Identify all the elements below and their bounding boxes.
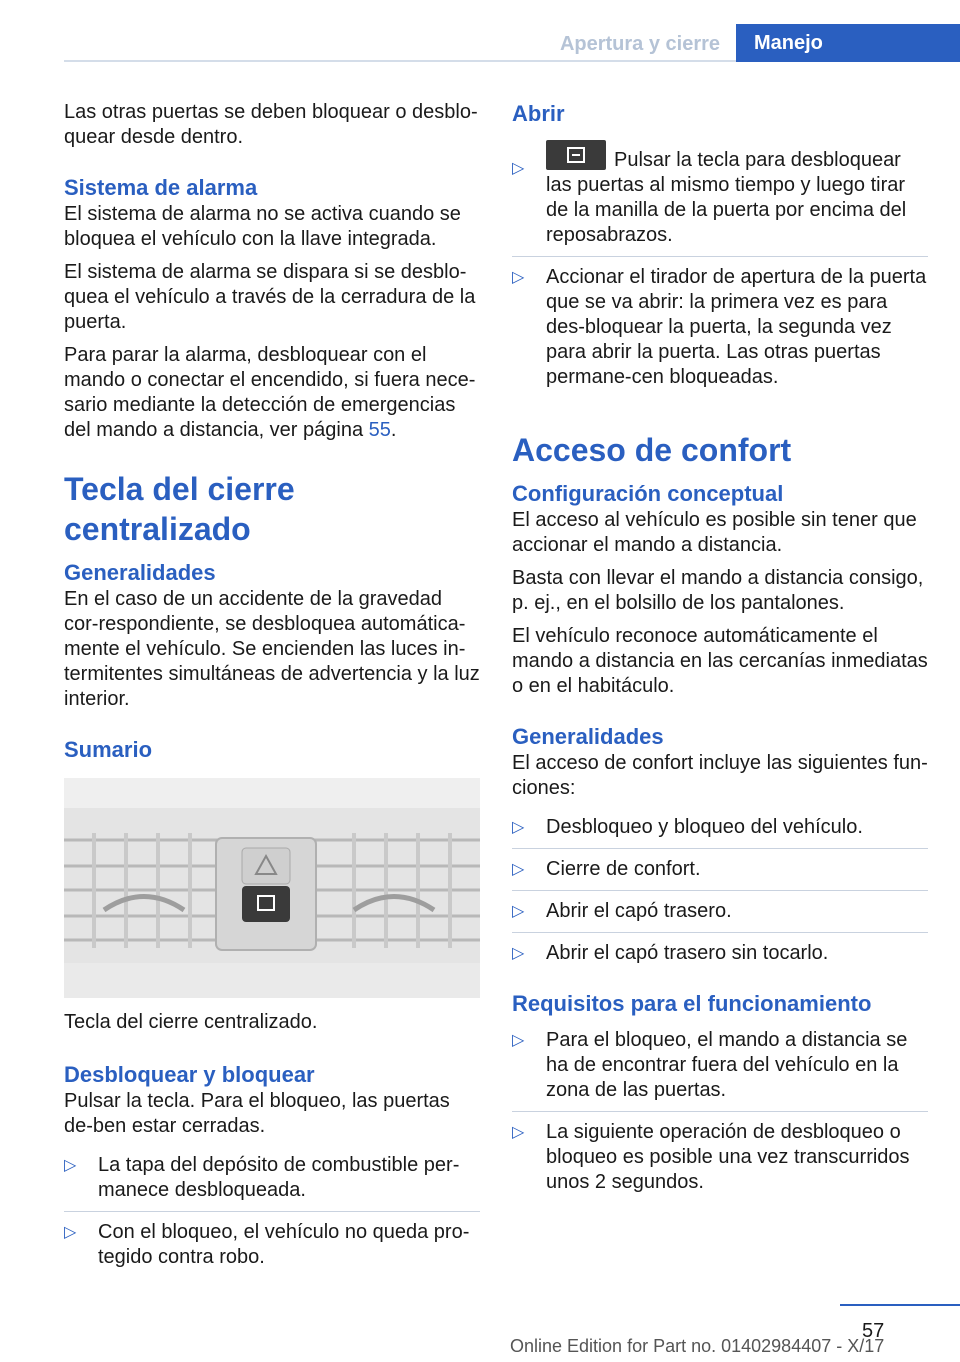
list-item-text: Abrir el capó trasero sin tocarlo. [546,942,829,964]
list-item [64,1153,480,1203]
list-item [512,932,928,966]
air-vent-illustration [64,778,480,998]
list-item-text: Pulsar la tecla para desbloquear las puertas al mismo tiempo y luego tirar de la manilla de la puerta por encima del reposabrazos. [546,149,907,246]
list-item-text: Desbloqueo y bloqueo del vehículo. [546,816,863,838]
alarm-heading: Sistema de alarma [64,175,258,200]
triangle-bullet-icon: ▷ [512,269,525,286]
alarm-paragraph-3-text: Para parar la alarma, desbloquear con el mando o conectar el encendido, si fuera nece‐sario mediante la detección de emergencias del mando a distancia, ver página [64,344,476,441]
list-item-text: Abrir el capó trasero. [546,900,732,922]
triangle-bullet-icon: ▷ [512,1032,525,1049]
triangle-bullet-icon: ▷ [512,945,525,962]
triangle-bullet-icon: ▷ [512,903,525,920]
unlock-paragraph: Pulsar la tecla. Para el bloqueo, las puertas de‐ben estar cerradas. [64,1090,450,1137]
left-column [64,100,480,1270]
triangle-bullet-icon: ▷ [512,861,525,878]
list-item-text: La siguiente operación de desbloqueo o bloqueo es posible una vez transcurridos unos 2 segundos. [546,1121,910,1193]
open-heading: Abrir [512,101,565,126]
triangle-bullet-icon: ▷ [64,1224,77,1241]
page-link[interactable]: 55 [368,419,391,441]
list-item [512,140,928,248]
figure-caption: Tecla del cierre centralizado. [64,1011,318,1033]
triangle-bullet-icon: ▷ [512,819,525,836]
concept-paragraph-2: Basta con llevar el mando a distancia consigo, p. ej., en el bolsillo de los pantalones. [512,567,924,614]
list-item-text: La tapa del depósito de combustible per‐manece desbloqueada. [98,1154,460,1201]
page-number: 57 [862,1320,885,1342]
alarm-paragraph-3-end: . [390,419,397,441]
alarm-paragraph-2: El sistema de alarma se dispara si se desblo‐quea el vehículo a través de la cerradura de la puerta. [64,261,476,333]
list-item-text: Cierre de confort. [546,858,701,880]
alarm-paragraph-3 [64,343,480,443]
unlock-heading: Desbloquear y bloquear [64,1062,315,1087]
triangle-bullet-icon: ▷ [64,1157,77,1174]
list-item-text: Accionar el tirador de apertura de la puerta que se va abrir: la primera vez es para des‐bloquear la puerta, la segunda vez para abrir la puerta. Las otras puertas permane‐cen bloqueadas. [546,266,927,388]
list-item [512,815,928,840]
central-lock-figure [64,778,480,998]
concept-paragraph-1: El acceso al vehículo es posible sin tener que accionar el mando a distancia. [512,509,917,556]
triangle-bullet-icon: ▷ [512,160,525,177]
list-item-text: Para el bloqueo, el mando a distancia se ha de encontrar fuera del vehículo en la zona de las puertas. [546,1029,908,1101]
list-item [512,1028,928,1103]
concept-heading: Configuración conceptual [512,481,784,506]
general-heading: Generalidades [64,560,216,585]
right-column [512,100,928,1195]
door-unlock-key-icon [546,140,606,170]
functions-list [512,815,928,966]
triangle-bullet-icon: ▷ [512,1124,525,1141]
list-item [512,848,928,882]
online-edition-note: Online Edition for Part no. 01402984407 - X/17 [510,1336,885,1356]
requirements-heading: Requisitos para el funcionamiento [512,991,872,1016]
comfort-general-paragraph: El acceso de confort incluye las siguientes fun‐ciones: [512,752,928,799]
list-item [512,256,928,390]
list-item [512,1111,928,1195]
alarm-paragraph-1: El sistema de alarma no se activa cuando se bloquea el vehículo con la llave integrada. [64,203,461,250]
open-list [512,140,928,390]
general-paragraph: En el caso de un accidente de la gravedad cor‐respondiente, se desbloquea automática‐mente el vehículo. Se encienden las luces in‐termitentes simultáneas de advertencia y la luz interior. [64,588,480,710]
list-item [512,890,928,924]
unlock-list [64,1153,480,1270]
requirements-list [512,1028,928,1195]
concept-paragraph-3: El vehículo reconoce automáticamente el mando a distancia en las cercanías inmediatas o en el habitáculo. [512,625,928,697]
comfort-access-heading: Acceso de confort [512,432,792,468]
list-item-text: Con el bloqueo, el vehículo no queda pro‐tegido contra robo. [98,1221,470,1268]
header-section-label[interactable]: Apertura y cierre [559,33,721,55]
central-lock-heading: Tecla del cierre centralizado [64,471,295,547]
list-item [64,1211,480,1270]
footer-rule [840,1304,960,1306]
summary-heading: Sumario [64,737,153,762]
comfort-general-heading: Generalidades [512,724,664,749]
header-tab-manejo[interactable]: Manejo [736,24,960,62]
intro-paragraph: Las otras puertas se deben bloquear o desblo‐quear desde dentro. [64,101,478,148]
